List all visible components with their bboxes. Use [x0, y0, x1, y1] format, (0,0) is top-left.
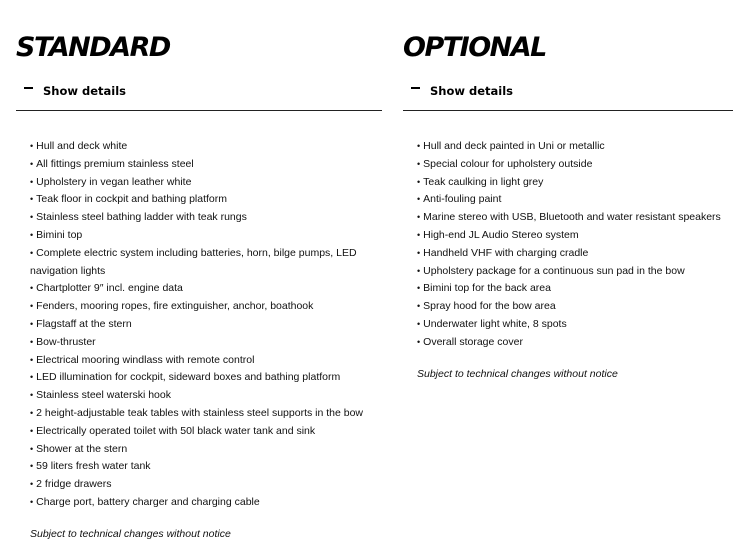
- bullet-icon: •: [417, 229, 421, 240]
- standard-divider: [16, 110, 382, 111]
- minus-icon: [24, 87, 33, 89]
- list-item: [30, 209, 370, 227]
- list-item: [30, 387, 370, 405]
- list-item-text: Teak caulking in light grey: [423, 175, 544, 188]
- optional-feature-list: [417, 138, 733, 352]
- bullet-icon: •: [30, 461, 34, 472]
- list-item: [30, 423, 370, 441]
- bullet-icon: •: [417, 283, 421, 294]
- list-item-text: Handheld VHF with charging cradle: [423, 246, 589, 259]
- list-item-text: All fittings premium stainless steel: [36, 157, 194, 170]
- standard-notice: Subject to technical changes without notice: [30, 528, 231, 540]
- list-item: [417, 191, 733, 209]
- standard-toggle-label: Show details: [43, 84, 127, 98]
- list-item-text: Upholstery package for a continuous sun pad in the bow: [423, 264, 685, 277]
- list-item-text: Bow-thruster: [36, 335, 96, 348]
- bullet-icon: •: [417, 158, 421, 169]
- optional-divider: [403, 110, 733, 111]
- list-item-text: Fenders, mooring ropes, fire extinguisher, anchor, boathook: [36, 300, 314, 313]
- bullet-icon: •: [417, 247, 421, 258]
- list-item: [30, 369, 370, 387]
- list-item: [417, 334, 733, 352]
- list-item: [30, 298, 370, 316]
- standard-title: STANDARD: [16, 32, 170, 63]
- list-item: [417, 138, 733, 156]
- list-item-text: Bimini top for the back area: [423, 282, 551, 295]
- list-item: [417, 156, 733, 174]
- standard-feature-list: [30, 138, 370, 512]
- list-item-text: Bimini top: [36, 228, 83, 241]
- bullet-icon: •: [30, 372, 34, 383]
- list-item-text: LED illumination for cockpit, sideward boxes and bathing platform: [36, 371, 341, 384]
- list-item: [30, 174, 370, 192]
- bullet-icon: •: [417, 176, 421, 187]
- list-item: [417, 298, 733, 316]
- bullet-icon: •: [30, 443, 34, 454]
- optional-notice: Subject to technical changes without notice: [417, 368, 618, 380]
- list-item: [417, 263, 733, 281]
- list-item-text: 2 height-adjustable teak tables with stainless steel supports in the bow: [36, 406, 364, 419]
- optional-toggle-label: Show details: [430, 84, 514, 98]
- bullet-icon: •: [417, 265, 421, 276]
- optional-title: OPTIONAL: [403, 32, 546, 63]
- bullet-icon: •: [30, 176, 34, 187]
- bullet-icon: •: [30, 229, 34, 240]
- bullet-icon: •: [30, 479, 34, 490]
- list-item-text: Hull and deck white: [36, 140, 128, 152]
- list-item-text: Complete electric system including batteries, horn, bilge pumps, LED navigation lights: [30, 246, 357, 277]
- list-item: [417, 316, 733, 334]
- list-item-text: Special colour for upholstery outside: [423, 157, 593, 170]
- list-item: [30, 316, 370, 334]
- standard-show-details-toggle[interactable]: [24, 84, 126, 98]
- bullet-icon: •: [417, 141, 421, 151]
- list-item-text: Electrically operated toilet with 50l black water tank and sink: [36, 424, 316, 437]
- bullet-icon: •: [30, 247, 34, 258]
- bullet-icon: •: [30, 336, 34, 347]
- list-item-text: Hull and deck painted in Uni or metallic: [423, 140, 605, 152]
- bullet-icon: •: [417, 301, 421, 312]
- list-item: [30, 405, 370, 423]
- list-item-text: Flagstaff at the stern: [36, 317, 132, 330]
- list-item-text: Upholstery in vegan leather white: [36, 175, 192, 188]
- list-item-text: 2 fridge drawers: [36, 478, 112, 491]
- list-item: [30, 280, 370, 298]
- bullet-icon: •: [417, 318, 421, 329]
- bullet-icon: •: [30, 194, 34, 205]
- list-item-text: Electrical mooring windlass with remote control: [36, 353, 255, 366]
- bullet-icon: •: [30, 158, 34, 169]
- bullet-icon: •: [30, 425, 34, 436]
- bullet-icon: •: [30, 496, 34, 507]
- list-item: [30, 227, 370, 245]
- list-item-text: Chartplotter 9″ incl. engine data: [36, 282, 183, 295]
- minus-icon: [411, 87, 420, 89]
- bullet-icon: •: [30, 212, 34, 223]
- bullet-icon: •: [417, 336, 421, 347]
- list-item: [30, 138, 370, 156]
- list-item-text: High-end JL Audio Stereo system: [423, 228, 579, 241]
- list-item: [417, 227, 733, 245]
- bullet-icon: •: [30, 301, 34, 312]
- bullet-icon: •: [417, 212, 421, 223]
- list-item: [30, 441, 370, 459]
- list-item-text: Marine stereo with USB, Bluetooth and water resistant speakers: [423, 211, 721, 224]
- list-item: [30, 494, 370, 512]
- list-item-text: 59 liters fresh water tank: [36, 460, 151, 473]
- bullet-icon: •: [30, 283, 34, 294]
- list-item: [30, 191, 370, 209]
- list-item: [417, 280, 733, 298]
- list-item: [30, 334, 370, 352]
- optional-show-details-toggle[interactable]: [411, 84, 513, 98]
- list-item: [30, 245, 370, 281]
- list-item: [30, 476, 370, 494]
- list-item-text: Underwater light white, 8 spots: [423, 317, 567, 330]
- list-item-text: Stainless steel bathing ladder with teak rungs: [36, 211, 247, 224]
- list-item: [30, 352, 370, 370]
- list-item-text: Charge port, battery charger and charging cable: [36, 495, 260, 508]
- list-item: [30, 458, 370, 476]
- list-item: [417, 209, 733, 227]
- bullet-icon: •: [30, 407, 34, 418]
- list-item-text: Anti-fouling paint: [423, 193, 502, 206]
- list-item: [417, 245, 733, 263]
- list-item: [417, 174, 733, 192]
- bullet-icon: •: [30, 318, 34, 329]
- list-item-text: Shower at the stern: [36, 442, 128, 455]
- bullet-icon: •: [30, 141, 34, 151]
- list-item-text: Overall storage cover: [423, 335, 523, 348]
- list-item: [30, 156, 370, 174]
- bullet-icon: •: [30, 354, 34, 365]
- bullet-icon: •: [30, 390, 34, 401]
- list-item-text: Teak floor in cockpit and bathing platform: [36, 193, 228, 206]
- list-item-text: Stainless steel waterski hook: [36, 389, 171, 402]
- bullet-icon: •: [417, 194, 421, 205]
- list-item-text: Spray hood for the bow area: [423, 300, 556, 313]
